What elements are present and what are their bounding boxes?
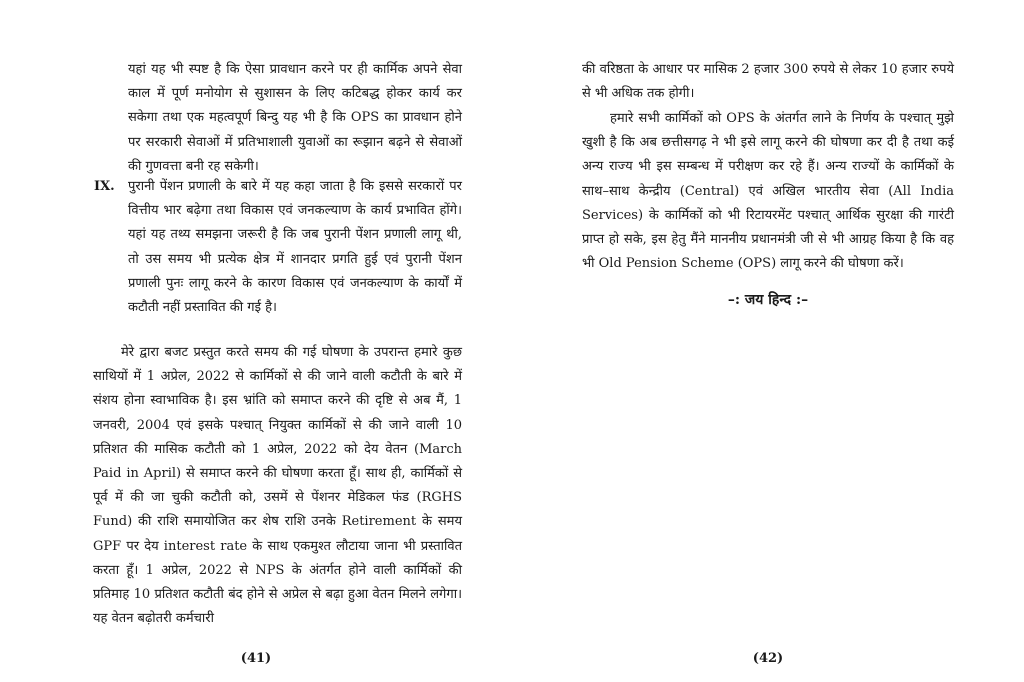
right-page xyxy=(512,0,1024,682)
list-item-text: पुरानी पेंशन प्रणाली के बारे में यह कहा जाता है कि इससे सरकारों पर वित्तीय भार बढ़ेगा तथा विकास एवं जनकल्याण के कार्य प्रभावित होंगे। यहां यह तथ्य समझना जरूरी है कि जब पुरानी पेंशन प्रणाली लागू थी, तो उस समय भी प्रत्येक क्षेत्र में शानदार प्रगति हुई एवं पुरानी पेंशन प्रणाली पुनः लागू करने के कारण विकास एवं जनकल्याण के कार्यों में कटौती नहीं प्रस्तावित की गई है। xyxy=(128,179,462,316)
page-number-right: (42) xyxy=(752,651,784,666)
right-paragraph-2: हमारे सभी कार्मिकों को OPS के अंतर्गत लाने के निर्णय के पश्चात् मुझे खुशी है कि अब छत्तीसगढ़ ने भी इसे लागू करने की घोषणा कर दी है तथा कई अन्य राज्य भी इस सम्बन्ध में परीक्षण कर रहे हैं। अन्य राज्यों के कार्मिकों के साथ–साथ केन्द्रीय (Central) एवं अखिल भारतीय सेवा (All India Services) के कार्मिकों को भी रिटायरमेंट पश्चात् आर्थिक सुरक्षा की गारंटी प्राप्त हो सके, इस हेतु मैंने माननीय प्रधानमंत्री जी से भी आग्रह किया है कि वह भी Old Pension Scheme (OPS) लागू करने की घोषणा करें। xyxy=(582,111,954,272)
page-number-left: (41) xyxy=(240,651,272,666)
right-paragraph-1: की वरिष्ठता के आधार पर मासिक 2 हजार 300 रुपये से लेकर 10 हजार रुपये से भी अधिक तक होगी। xyxy=(582,62,954,102)
list-item-number: IX. xyxy=(94,179,115,194)
closing-salutation: –: जय हिन्द :– xyxy=(727,292,809,308)
left-paragraph-1: यहां यह भी स्पष्ट है कि ऐसा प्रावधान करने पर ही कार्मिक अपने सेवा काल में पूर्ण मनोयोग से सुशासन के लिए कटिबद्ध होकर कार्य कर सकेगा तथा एक महत्वपूर्ण बिन्दु यह भी है कि OPS का प्रावधान होने पर सरकारी सेवाओं में प्रतिभाशाली युवाओं का रूझान बढ़ने से सेवाओं की गुणवत्ता बनी रह सकेगी। xyxy=(128,62,462,174)
left-paragraph-3: मेरे द्वारा बजट प्रस्तुत करते समय की गई घोषणा के उपरान्त हमारे कुछ साथियों में 1 अप्रेल, 2022 से कार्मिकों से की जाने वाली कटौती के बारे में संशय होना स्वाभाविक है। इस भ्रांति को समाप्त करने की दृष्टि से अब मैं, 1 जनवरी, 2004 एवं इसके पश्चात् नियुक्त कार्मिकों से की जाने वाली 10 प्रतिशत की मासिक कटौती को 1 अप्रेल, 2022 को देय वेतन (March Paid in April) से समाप्त करने की घोषणा करता हूँ। साथ ही, कार्मिकों से पूर्व में की जा चुकी कटौती को, उसमें से पेंशनर मेडिकल फंड (RGHS Fund) की राशि समायोजित कर शेष राशि उनके Retirement के समय GPF पर देय interest rate के साथ एकमुश्त लौटाया जाना भी प्रस्तावित करता हूँ। 1 अप्रेल, 2022 से NPS के अंतर्गत होने वाली कार्मिकों की प्रतिमाह 10 प्रतिशत कटौती बंद होने से अप्रेल से बढ़ा हुआ वेतन मिलने लगेगा। यह वेतन बढ़ोतरी कर्मचारी xyxy=(93,345,462,627)
